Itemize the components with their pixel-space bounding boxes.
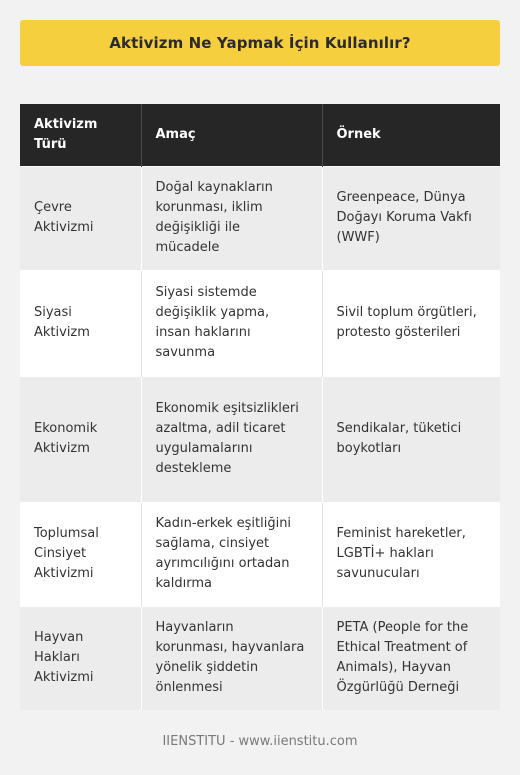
table-cell-purpose: Hayvanların korunması, hayvanlara yönelik şiddetin önlenmesi	[141, 606, 322, 710]
table-cell-example: Feminist hareketler, LGBTİ+ hakları savunucuları	[322, 502, 500, 606]
table-cell-purpose: Siyasi sistemde değişiklik yapma, insan haklarını savunma	[141, 270, 322, 376]
table-row	[20, 502, 500, 606]
table-cell-type: Çevre Aktivizmi	[20, 166, 141, 270]
table-header-row	[20, 104, 500, 166]
table-cell-type: Ekonomik Aktivizm	[20, 376, 141, 502]
title-banner	[20, 20, 500, 66]
activism-table	[20, 104, 500, 710]
table-cell-type: Siyasi Aktivizm	[20, 270, 141, 376]
table-cell-purpose: Kadın-erkek eşitliğini sağlama, cinsiyet ayrımcılığını ortadan kaldırma	[141, 502, 322, 606]
table-cell-example: Greenpeace, Dünya Doğayı Koruma Vakfı (WWF)	[322, 166, 500, 270]
column-header-purpose: Amaç	[141, 104, 322, 166]
table-cell-purpose: Doğal kaynakların korunması, iklim değişikliği ile mücadele	[141, 166, 322, 270]
table-row	[20, 270, 500, 376]
table-cell-example: Sendikalar, tüketici boykotları	[322, 376, 500, 502]
table-cell-purpose: Ekonomik eşitsizlikleri azaltma, adil ticaret uygulamalarını destekleme	[141, 376, 322, 502]
table-row	[20, 166, 500, 270]
page-title: Aktivizm Ne Yapmak İçin Kullanılır?	[109, 34, 411, 52]
table-row	[20, 376, 500, 502]
table-cell-example: PETA (People for the Ethical Treatment of Animals), Hayvan Özgürlüğü Derneği	[322, 606, 500, 710]
footer-credit: IIENSTITU - www.iienstitu.com	[162, 734, 358, 749]
column-header-type: Aktivizm Türü	[20, 104, 141, 166]
column-header-example: Örnek	[322, 104, 500, 166]
table-cell-type: Hayvan Hakları Aktivizmi	[20, 606, 141, 710]
table-row	[20, 606, 500, 710]
table-cell-type: Toplumsal Cinsiyet Aktivizmi	[20, 502, 141, 606]
table-cell-example: Sivil toplum örgütleri, protesto gösterileri	[322, 270, 500, 376]
